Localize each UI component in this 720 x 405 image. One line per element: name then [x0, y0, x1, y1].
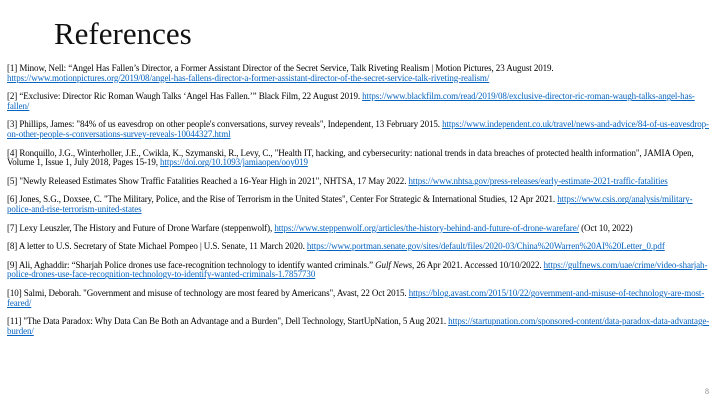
reference-link[interactable]: https://www.nhtsa.gov/press-releases/early-estimate-2021-traffic-fatalities [408, 175, 668, 186]
reference-link[interactable]: https://www.motionpictures.org/2019/08/angel-has-fallens-director-a-former-assistant-director-of-the-secret-service-talk-riveting-realism/ [7, 72, 490, 83]
reference-text: [1] Minow, Nell: “Angel Has Fallen’s Director, a Former Assistant Director of the Secret Service, Talk Riveting Realism | Motion Pictures, 23 August 2019. [7, 63, 554, 73]
reference-link[interactable]: https://www.steppenwolf.org/articles/the-history-behind-and-future-of-drone-warefare/ [274, 222, 579, 233]
reference-text: [11] "The Data Paradox: Why Data Can Be Both an Advantage and a Burden", Dell Technology, StartUpNation, 5 Aug 2021. [7, 316, 449, 327]
reference-item [7, 224, 714, 234]
page-number: 8 [705, 387, 709, 396]
reference-link[interactable]: https://startupnation.com/sponsored-content/data-paradox-data-advantage-burden/ [7, 316, 710, 336]
reference-publication-italic: Gulf News [375, 259, 413, 270]
reference-link[interactable]: https://www.csis.org/analysis/military-police-and-rise-terrorism-united-states [7, 194, 693, 214]
reference-item [7, 64, 714, 83]
reference-item [7, 317, 714, 336]
references-list [7, 64, 714, 345]
reference-text: [6] Jones, S.G., Doxsee, C. "The Military, Police, and the Rise of Terrorism in the United States", Center For Strategic & International Studies, 12 Apr 2021. [7, 194, 558, 205]
reference-text: , 26 Apr 2021. Accessed 10/10/2022. [412, 259, 544, 270]
reference-item [7, 289, 714, 308]
reference-item [7, 92, 714, 111]
reference-text: [8] A letter to U.S. Secretary of State Michael Pompeo | U.S. Senate, 11 March 2020. [7, 241, 307, 252]
reference-link[interactable]: https://www.independent.co.uk/travel/news-and-advice/84-of-us-eavesdrop-on-other-people-s-conversations-survey-reveals-10044327.html [7, 119, 709, 139]
reference-link[interactable]: https://www.blackfilm.com/read/2019/08/exclusive-director-ric-roman-waugh-talks-angel-has-fallen/ [7, 91, 695, 111]
reference-item [7, 177, 714, 187]
reference-link[interactable]: https://blog.avast.com/2015/10/22/government-and-misuse-of-technology-are-most-feared/ [7, 287, 705, 308]
reference-text: [10] Salmi, Deborah. "Government and misuse of technology are most feared by Americans", Avast, 22 Oct 2015. [7, 287, 409, 298]
reference-text: [2] “Exclusive: Director Ric Roman Waugh Talks ‘Angel Has Fallen.’” Black Film, 22 August 2019. [7, 91, 363, 102]
reference-text: [5] "Newly Released Estimates Show Traffic Fatalities Reached a 16-Year High in 2021", NHTSA, 17 May 2022. [7, 175, 409, 186]
reference-text: [3] Phillips, James: "84% of us eavesdrop on other people's conversations, survey reveals", Independent, 13 February 2015. [7, 119, 443, 130]
reference-link[interactable]: https://doi.org/10.1093/jamiaopen/ooy019 [160, 157, 308, 168]
reference-item [7, 149, 714, 168]
reference-item [7, 195, 714, 214]
reference-text: [4] Ronquillo, J.G., Winterholler, J.E., Cwikla, K., Szymanski, R., Levy, C., "Health IT, hacking, and cybersecurity: national trends in data breaches of protected health information", JAMIA Open, Volume 1, Issue 1, July 2018, Pages 15-19, [7, 147, 694, 168]
reference-link[interactable]: https://www.portman.senate.gov/sites/default/files/2020-03/China%20Warren%20AI%20Letter_0.pdf [306, 241, 665, 252]
reference-item [7, 242, 714, 252]
reference-item [7, 261, 714, 280]
reference-link[interactable]: https://gulfnews.com/uae/crime/video-sharjah-police-drones-use-face-recognition-technology-to-identify-wanted-criminals-1.7857730 [7, 259, 708, 280]
reference-text: [9] Ali, Aghaddir: “Sharjah Police drones use face-recognition technology to identify wanted criminals.” [7, 259, 376, 270]
reference-item [7, 120, 714, 139]
reference-text: [7] Lexy Leuszler, The History and Future of Drone Warfare (steppenwolf), [7, 222, 275, 233]
slide-title: References [54, 16, 192, 51]
reference-text: (Oct 10, 2022) [579, 222, 633, 233]
